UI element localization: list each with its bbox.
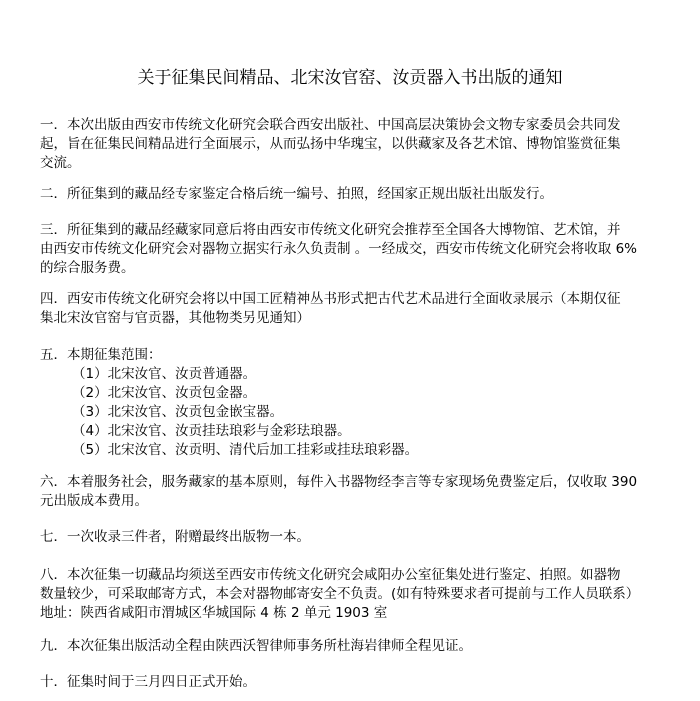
section-6-line-1: 六．本着服务社会，服务藏家的基本原则，每件入书器物经李言等专家现场免费鉴定后，仅收取 390 <box>40 474 638 490</box>
scope-item-2: （2）北宋汝官、汝贡包金器。 <box>72 385 257 401</box>
section-1-line-1: 一．本次出版由西安市传统文化研究会联合西安出版社、中国高层决策协会文物专家委员会共同发 <box>40 117 621 133</box>
section-5 <box>40 346 660 460</box>
section-9-line-1: 九．本次征集出版活动全程由陕西沃智律师事务所杜海岩律师全程见证。 <box>40 638 472 654</box>
section-2 <box>40 185 660 204</box>
section-5-line-1: 五．本期征集范围： <box>40 347 162 363</box>
section-8 <box>40 566 660 623</box>
section-4 <box>40 290 660 328</box>
section-4-line-2: 集北宋汝官窑与官贡器，其他物类另见通知） <box>40 310 310 326</box>
section-6-line-2: 元出版成本费用。 <box>40 493 148 509</box>
section-8-address: 地址：陕西省咸阳市渭城区华城国际 4 栋 2 单元 1903 室 <box>40 605 388 621</box>
section-8-line-2: 数量较少，可采取邮寄方式，本会对器物邮寄安全不负责。(如有特殊要求者可提前与工作人员联系） <box>40 586 640 602</box>
section-1 <box>40 116 660 173</box>
section-2-line-1: 二．所征集到的藏品经专家鉴定合格后统一编号、拍照，经国家正规出版社出版发行。 <box>40 186 553 202</box>
section-3 <box>40 221 660 278</box>
document-title: 关于征集民间精品、北宋汝官窑、汝贡器入书出版的通知 <box>137 68 563 88</box>
section-7 <box>40 528 660 547</box>
section-7-line-1: 七．一次收录三件者，附赠最终出版物一本。 <box>40 529 310 545</box>
scope-item-1: （1）北宋汝官、汝贡普通器。 <box>72 366 257 382</box>
section-9 <box>40 637 660 656</box>
scope-item-5: （5）北宋汝官、汝贡明、清代后加工挂彩或挂珐琅彩器。 <box>72 442 419 458</box>
section-3-line-2: 由西安市传统文化研究会对器物立据实行永久负责制 。一经成交，西安市传统文化研究会将收取 6% <box>40 241 637 257</box>
section-6 <box>40 473 660 511</box>
section-1-line-3: 交流。 <box>40 155 81 171</box>
section-4-line-1: 四．西安市传统文化研究会将以中国工匠精神丛书形式把古代艺术品进行全面收录展示（本期仅征 <box>40 291 621 307</box>
section-3-line-3: 的综合服务费。 <box>40 260 135 276</box>
scope-item-3: （3）北宋汝官、汝贡包金嵌宝器。 <box>72 404 284 420</box>
section-10-line-1: 十．征集时间于三月四日正式开始。 <box>40 674 256 690</box>
scope-item-4: （4）北宋汝官、汝贡挂珐琅彩与金彩珐琅器。 <box>72 423 351 439</box>
section-10 <box>40 673 660 692</box>
section-8-line-1: 八．本次征集一切藏品均须送至西安市传统文化研究会咸阳办公室征集处进行鉴定、拍照。如器物 <box>40 567 621 583</box>
section-3-line-1: 三．所征集到的藏品经藏家同意后将由西安市传统文化研究会推荐至全国各大博物馆、艺术馆，并 <box>40 222 621 238</box>
section-1-line-2: 起，旨在征集民间精品进行全面展示，从而弘扬中华瑰宝，以供藏家及各艺术馆、博物馆鉴赏征集 <box>40 136 621 152</box>
